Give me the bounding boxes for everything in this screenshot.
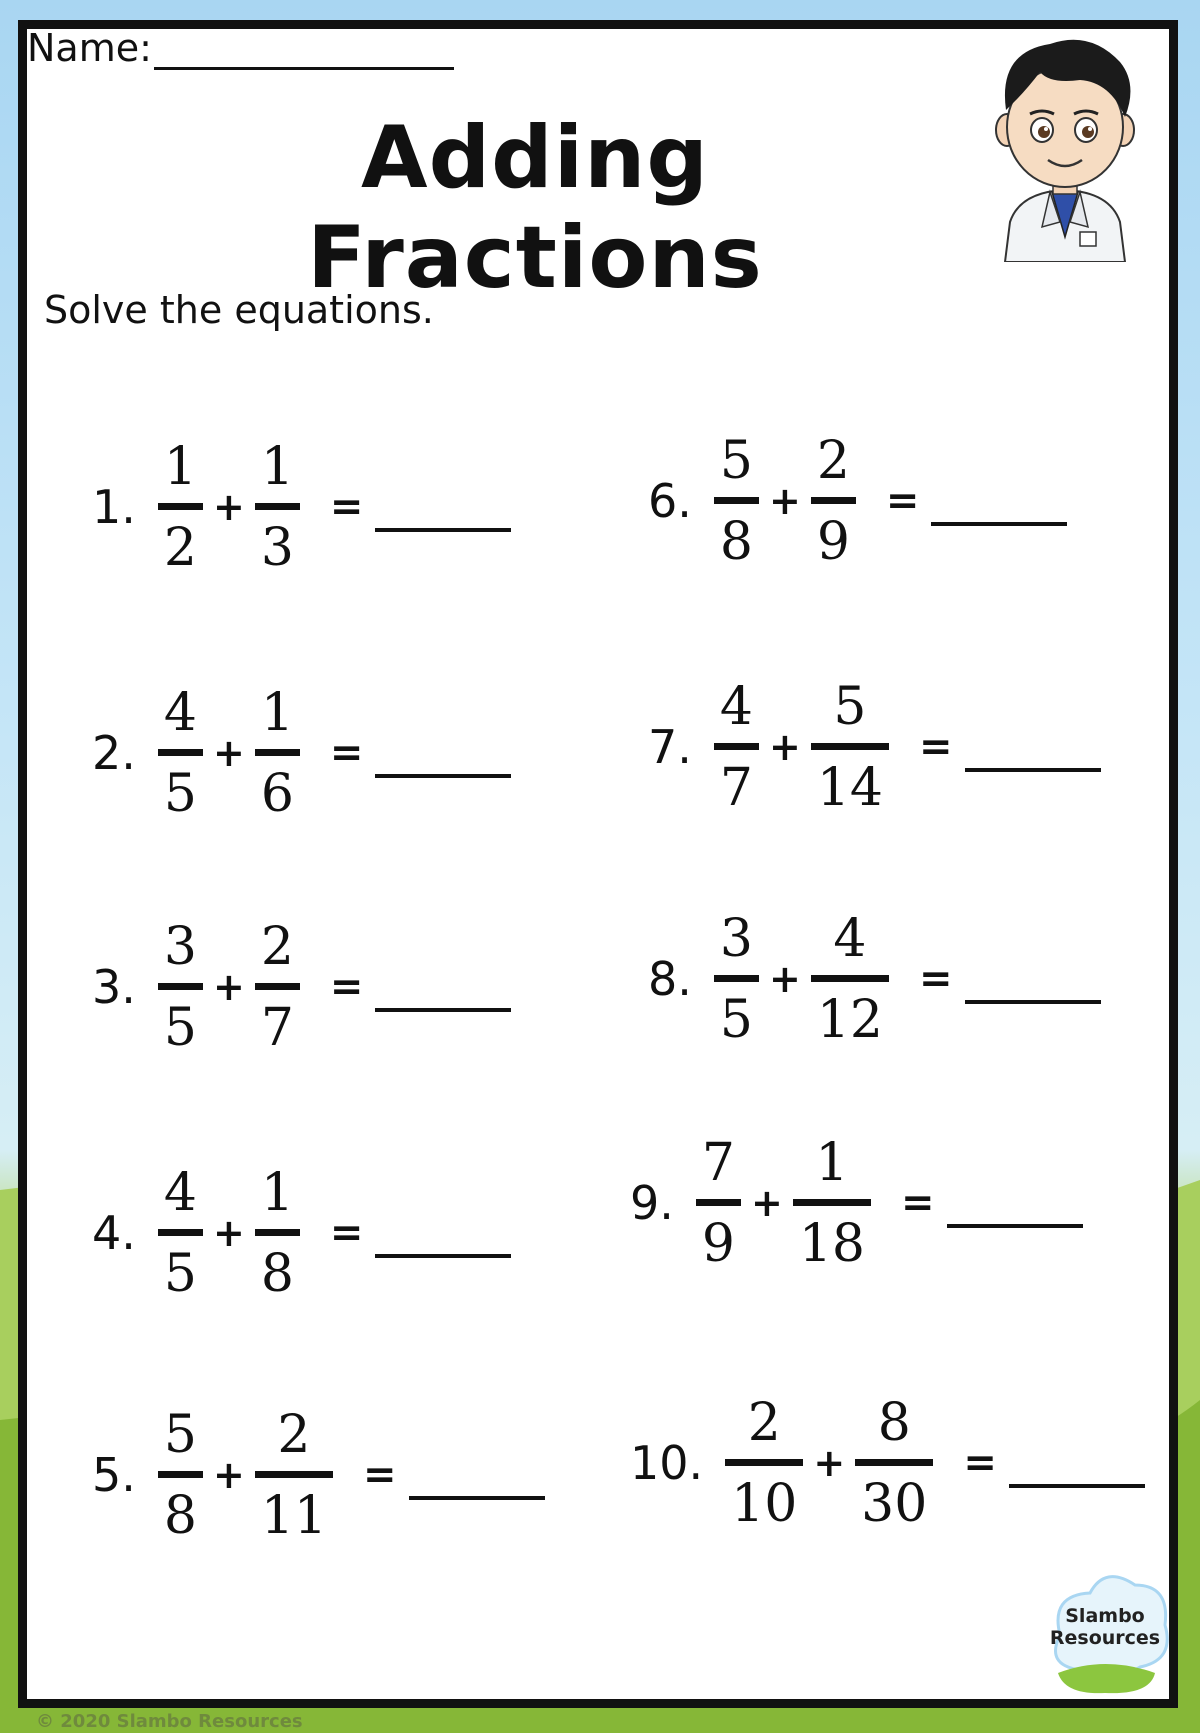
fraction-bar	[811, 975, 889, 982]
problem-number: 9.	[630, 1176, 674, 1230]
problem-4	[92, 1148, 511, 1318]
fraction-a	[158, 916, 203, 1058]
denominator: 10	[731, 1473, 798, 1534]
denominator: 9	[701, 1213, 735, 1274]
fraction-b	[811, 676, 889, 818]
numerator: 1	[260, 1162, 294, 1223]
answer-blank[interactable]	[375, 998, 511, 1012]
numerator: 5	[719, 430, 753, 491]
fraction-b	[811, 908, 889, 1050]
plus-sign: +	[212, 965, 245, 1009]
fraction-a	[158, 1162, 203, 1304]
answer-blank[interactable]	[965, 758, 1101, 772]
denominator: 9	[816, 511, 850, 572]
numerator: 1	[163, 436, 197, 497]
numerator: 5	[163, 1404, 197, 1465]
problem-10	[630, 1378, 1145, 1548]
instructions: Solve the equations.	[44, 288, 434, 332]
fraction-b	[255, 916, 300, 1058]
equals-sign: =	[963, 1440, 997, 1486]
denominator: 11	[260, 1485, 327, 1546]
fraction-bar	[255, 983, 300, 990]
numerator: 4	[833, 908, 867, 969]
equals-sign: =	[919, 724, 953, 770]
equals-sign: =	[329, 1210, 364, 1256]
fraction-a	[714, 676, 759, 818]
denominator: 8	[260, 1243, 294, 1304]
numerator: 8	[877, 1392, 911, 1453]
fraction-b	[255, 1162, 300, 1304]
problem-number: 3.	[92, 960, 136, 1014]
problem-1	[92, 422, 511, 592]
fraction-bar	[811, 497, 856, 504]
fraction-bar	[158, 1229, 203, 1236]
denominator: 2	[163, 517, 197, 578]
fraction-a	[714, 430, 759, 572]
plus-sign: +	[768, 725, 801, 769]
fraction-bar	[255, 1471, 333, 1478]
answer-blank[interactable]	[375, 1244, 511, 1258]
denominator: 8	[719, 511, 753, 572]
problem-number: 6.	[648, 474, 692, 528]
fraction-bar	[158, 983, 203, 990]
problem-8	[648, 894, 1101, 1064]
denominator: 18	[798, 1213, 865, 1274]
answer-blank[interactable]	[947, 1214, 1083, 1228]
fraction-bar	[158, 749, 203, 756]
scientist-boy-illustration	[980, 22, 1150, 262]
answer-blank[interactable]	[1009, 1474, 1145, 1488]
plus-sign: +	[750, 1181, 783, 1225]
denominator: 5	[163, 763, 197, 824]
answer-blank[interactable]	[375, 518, 511, 532]
fraction-bar	[255, 503, 300, 510]
denominator: 30	[861, 1473, 928, 1534]
denominator: 5	[163, 997, 197, 1058]
answer-blank[interactable]	[931, 512, 1067, 526]
equals-sign: =	[329, 730, 364, 776]
problem-2	[92, 668, 511, 838]
fraction-b	[811, 430, 856, 572]
numerator: 5	[833, 676, 867, 737]
fraction-bar	[714, 975, 759, 982]
page-title: Adding Fractions	[307, 108, 763, 308]
problem-7	[648, 662, 1101, 832]
fraction-b	[793, 1132, 871, 1274]
denominator: 7	[260, 997, 294, 1058]
problem-6	[648, 416, 1067, 586]
numerator: 2	[260, 916, 294, 977]
problem-number: 8.	[648, 952, 692, 1006]
fraction-a	[158, 682, 203, 824]
fraction-b	[255, 1404, 333, 1546]
numerator: 2	[816, 430, 850, 491]
fraction-bar	[725, 1459, 803, 1466]
fraction-a	[158, 1404, 203, 1546]
fraction-a	[696, 1132, 741, 1274]
equals-sign: =	[329, 964, 364, 1010]
denominator: 8	[163, 1485, 197, 1546]
fraction-bar	[793, 1199, 871, 1206]
denominator: 12	[816, 989, 883, 1050]
logo-line-2: Resources	[1049, 1627, 1161, 1649]
fraction-bar	[158, 1471, 203, 1478]
problem-number: 1.	[92, 480, 136, 534]
problem-number: 2.	[92, 726, 136, 780]
name-label: Name:	[27, 26, 152, 70]
fraction-bar	[714, 497, 759, 504]
fraction-b	[255, 436, 300, 578]
numerator: 4	[719, 676, 753, 737]
plus-sign: +	[768, 479, 801, 523]
numerator: 2	[747, 1392, 781, 1453]
denominator: 5	[163, 1243, 197, 1304]
fraction-bar	[158, 503, 203, 510]
fraction-bar	[255, 749, 300, 756]
denominator: 6	[260, 763, 294, 824]
fraction-a	[158, 436, 203, 578]
numerator: 3	[163, 916, 197, 977]
problem-number: 4.	[92, 1206, 136, 1260]
fraction-b	[255, 682, 300, 824]
equals-sign: =	[329, 484, 364, 530]
plus-sign: +	[768, 957, 801, 1001]
numerator: 1	[260, 682, 294, 743]
logo-text	[1040, 1605, 1170, 1649]
numerator: 1	[815, 1132, 849, 1193]
plus-sign: +	[212, 1211, 245, 1255]
fraction-a	[714, 908, 759, 1050]
fraction-a	[725, 1392, 803, 1534]
plus-sign: +	[813, 1441, 846, 1485]
problem-number: 5.	[92, 1448, 136, 1502]
problem-9	[630, 1118, 1083, 1288]
fraction-bar	[255, 1229, 300, 1236]
numerator: 7	[701, 1132, 735, 1193]
answer-blank[interactable]	[965, 990, 1101, 1004]
problem-number: 10.	[630, 1436, 704, 1490]
equals-sign: =	[363, 1452, 397, 1498]
name-field[interactable]	[27, 26, 454, 70]
fraction-b	[855, 1392, 933, 1534]
denominator: 7	[719, 757, 753, 818]
numerator: 2	[277, 1404, 311, 1465]
answer-blank[interactable]	[375, 764, 511, 778]
answer-blank[interactable]	[409, 1486, 545, 1500]
denominator: 14	[816, 757, 883, 818]
plus-sign: +	[212, 1453, 245, 1497]
problem-3	[92, 902, 511, 1072]
equals-sign: =	[885, 478, 920, 524]
copyright-notice: © 2020 Slambo Resources	[36, 1711, 303, 1732]
equals-sign: =	[901, 1180, 935, 1226]
problem-number: 7.	[648, 720, 692, 774]
plus-sign: +	[212, 485, 245, 529]
numerator: 4	[163, 682, 197, 743]
numerator: 3	[719, 908, 753, 969]
logo-line-1: Slambo	[1065, 1605, 1145, 1627]
plus-sign: +	[212, 731, 245, 775]
fraction-bar	[811, 743, 889, 750]
problem-5	[92, 1390, 545, 1560]
name-blank-line[interactable]	[154, 33, 454, 70]
denominator: 3	[260, 517, 294, 578]
fraction-bar	[714, 743, 759, 750]
fraction-bar	[855, 1459, 933, 1466]
equals-sign: =	[919, 956, 953, 1002]
fraction-bar	[696, 1199, 741, 1206]
denominator: 5	[719, 989, 753, 1050]
numerator: 1	[260, 436, 294, 497]
numerator: 4	[163, 1162, 197, 1223]
